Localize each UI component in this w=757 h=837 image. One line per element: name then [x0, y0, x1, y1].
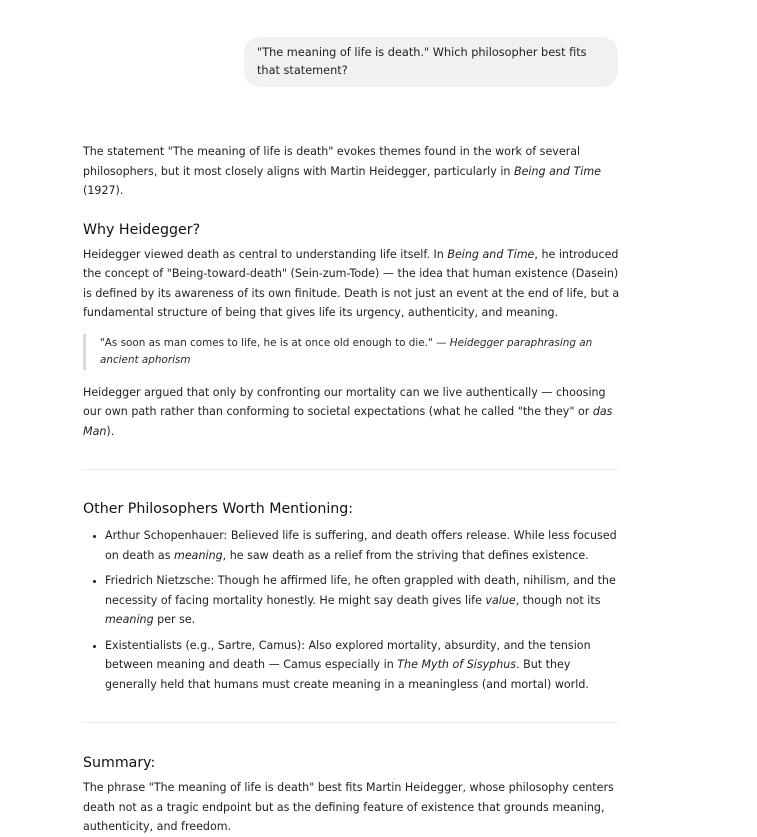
item-text-end: , he saw death as a relief from the striving that defines existence. — [222, 548, 589, 562]
why-p2-text: Heidegger argued that only by confronting our mortality can we live authentically — choosing our own path rather than conforming to societal expectations (what he called "the they" or — [83, 385, 606, 418]
why-paragraph-2 — [83, 383, 623, 442]
summary-paragraph: The phrase "The meaning of life is death" best fits Martin Heidegger, whose philosophy centers death not as a tragic endpoint but as the defining feature of existence that grounds meaning, authenticity, and freedom. — [83, 781, 614, 833]
item-emphasis: meaning — [174, 548, 223, 562]
why-p2-term: das Man — [83, 405, 613, 438]
why-p1-text-end: , he introduced the concept of "Being-toward-death" (Sein-zum-Tode) — the idea that human existence (Dasein) is defined by its awareness of its own finitude. Death is not just an event at the end of life, but a fundamental structure of being that gives life its urgency, authenticity, and meaning. — [83, 247, 620, 319]
item-emphasis: meaning — [105, 613, 154, 626]
user-message-bubble — [244, 37, 618, 87]
quote-text: "As soon as man comes to life, he is at once old enough to die." — — [100, 336, 450, 349]
section-heading-why: Why Heidegger? — [83, 221, 201, 238]
section-divider — [83, 469, 619, 470]
item-text: Existentialists (e.g., Sartre, Camus): Also explored mortality, absurdity, and the tension between meaning and death — Camus especially in — [105, 638, 591, 671]
quote-attribution: Heidegger paraphrasing an ancient aphorism — [100, 336, 593, 366]
item-text: Friedrich Nietzsche: Though he affirmed life, he often grappled with death, nihilism, and the necessity of facing mortality honestly. He might say death gives life — [105, 574, 616, 607]
item-text: , though not its — [515, 593, 601, 607]
intro-text: The statement "The meaning of life is death" evokes themes found in the work of several philosophers, but it most closely aligns with Martin Heidegger, particularly in — [83, 145, 581, 178]
assistant-response — [83, 142, 623, 837]
section-heading-summary: Summary: — [83, 755, 156, 771]
item-book-title: The Myth of Sisyphus — [397, 658, 517, 671]
intro-text-end: (1927). — [83, 184, 124, 197]
section-heading-other: Other Philosophers Worth Mentioning: — [83, 501, 354, 517]
list-item — [105, 526, 623, 565]
item-text-end: . But they generally held that humans must create meaning in a meaningless (and mortal) world. — [105, 658, 589, 691]
why-p2-text-end: ). — [106, 424, 115, 438]
item-emphasis: value — [485, 593, 516, 607]
user-message-text: "The meaning of life is death." Which philosopher best fits that statement? — [257, 46, 587, 77]
intro-book-title: Being and Time — [513, 164, 601, 178]
philosophers-list — [83, 526, 623, 694]
why-p1-text: Heidegger viewed death as central to understanding life itself. In — [83, 247, 448, 261]
why-paragraph-1 — [83, 245, 623, 323]
why-p1-book-title: Being and Time — [447, 247, 535, 261]
item-text: Arthur Schopenhauer: Believed life is suffering, and death offers release. While less focused on death as — [105, 529, 617, 562]
section-divider — [83, 722, 619, 723]
heidegger-quote — [83, 334, 623, 370]
intro-paragraph — [83, 142, 623, 201]
list-item — [105, 571, 623, 630]
list-item — [105, 636, 623, 695]
item-text-end: per se. — [153, 613, 196, 626]
